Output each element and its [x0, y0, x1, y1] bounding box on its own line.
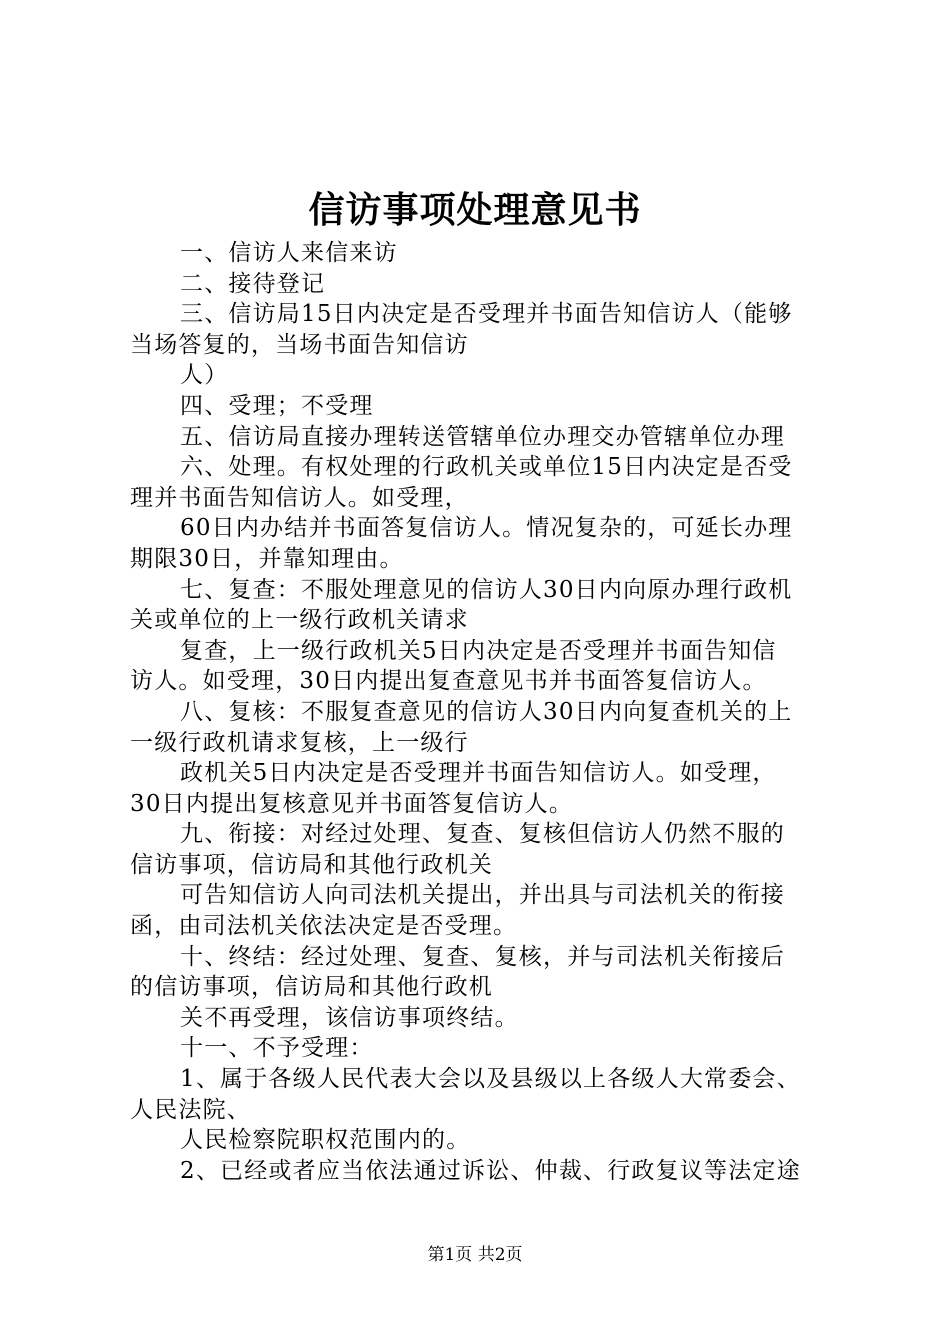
text-line: 关或单位的上一级行政机关请求	[130, 607, 469, 634]
text-line: 七、复查：不服处理意见的信访人30日内向原办理行政机	[180, 576, 793, 603]
text-line: 当场答复的，当场书面告知信访	[130, 331, 469, 358]
text-line: 十一、不予受理：	[180, 1035, 374, 1062]
text-line: 九、衔接：对经过处理、复查、复核但信访人仍然不服的	[180, 821, 785, 848]
text-line: 五、信访局直接办理转送管辖单位办理交办管辖单位办理	[180, 423, 785, 450]
text-line: 十、终结：经过处理、复查、复核，并与司法机关衔接后	[180, 943, 785, 970]
text-line: 人民检察院职权范围内的。	[180, 1127, 471, 1154]
text-line: 2、已经或者应当依法通过诉讼、仲裁、行政复议等法定途	[180, 1157, 801, 1184]
text-line: 1、属于各级人民代表大会以及县级以上各级人大常委会、	[180, 1066, 801, 1093]
text-line: 理并书面告知信访人。如受理，	[130, 484, 469, 511]
text-line: 一级行政机请求复核，上一级行	[130, 729, 469, 756]
text-line: 的信访事项，信访局和其他行政机	[130, 974, 493, 1001]
document-body	[130, 238, 840, 1186]
text-line: 30日内提出复核意见并书面答复信访人。	[130, 790, 574, 817]
text-line: 60日内办结并书面答复信访人。情况复杂的，可延长办理	[180, 515, 793, 542]
text-line: 信访事项，信访局和其他行政机关	[130, 851, 493, 878]
text-line: 四、受理；不受理	[180, 392, 374, 419]
text-line: 函，由司法机关依法决定是否受理。	[130, 913, 518, 940]
page-footer: 第1页 共2页	[427, 1245, 523, 1265]
text-line: 政机关5日内决定是否受理并书面告知信访人。如受理，	[180, 760, 777, 787]
text-line: 一、信访人来信来访	[180, 240, 398, 266]
text-line: 期限30日，并靠知理由。	[130, 545, 404, 572]
text-line: 八、复核：不服复查意见的信访人30日内向复查机关的上	[180, 698, 793, 725]
page-title: 信访事项处理意见书	[308, 189, 642, 231]
text-line: 三、信访局15日内决定是否受理并书面告知信访人（能够	[180, 301, 793, 328]
text-line: 人）	[180, 362, 229, 389]
text-line: 二、接待登记	[180, 270, 326, 297]
text-line: 人民法院、	[130, 1096, 251, 1123]
text-line: 访人。如受理，30日内提出复查意见书并书面答复信访人。	[130, 668, 767, 695]
text-line: 可告知信访人向司法机关提出，并出具与司法机关的衔接	[180, 882, 785, 909]
text-line: 关不再受理，该信访事项终结。	[180, 1004, 519, 1031]
text-line: 六、处理。有权处理的行政机关或单位15日内决定是否受	[180, 454, 793, 481]
text-line: 复查，上一级行政机关5日内决定是否受理并书面告知信	[180, 637, 777, 664]
